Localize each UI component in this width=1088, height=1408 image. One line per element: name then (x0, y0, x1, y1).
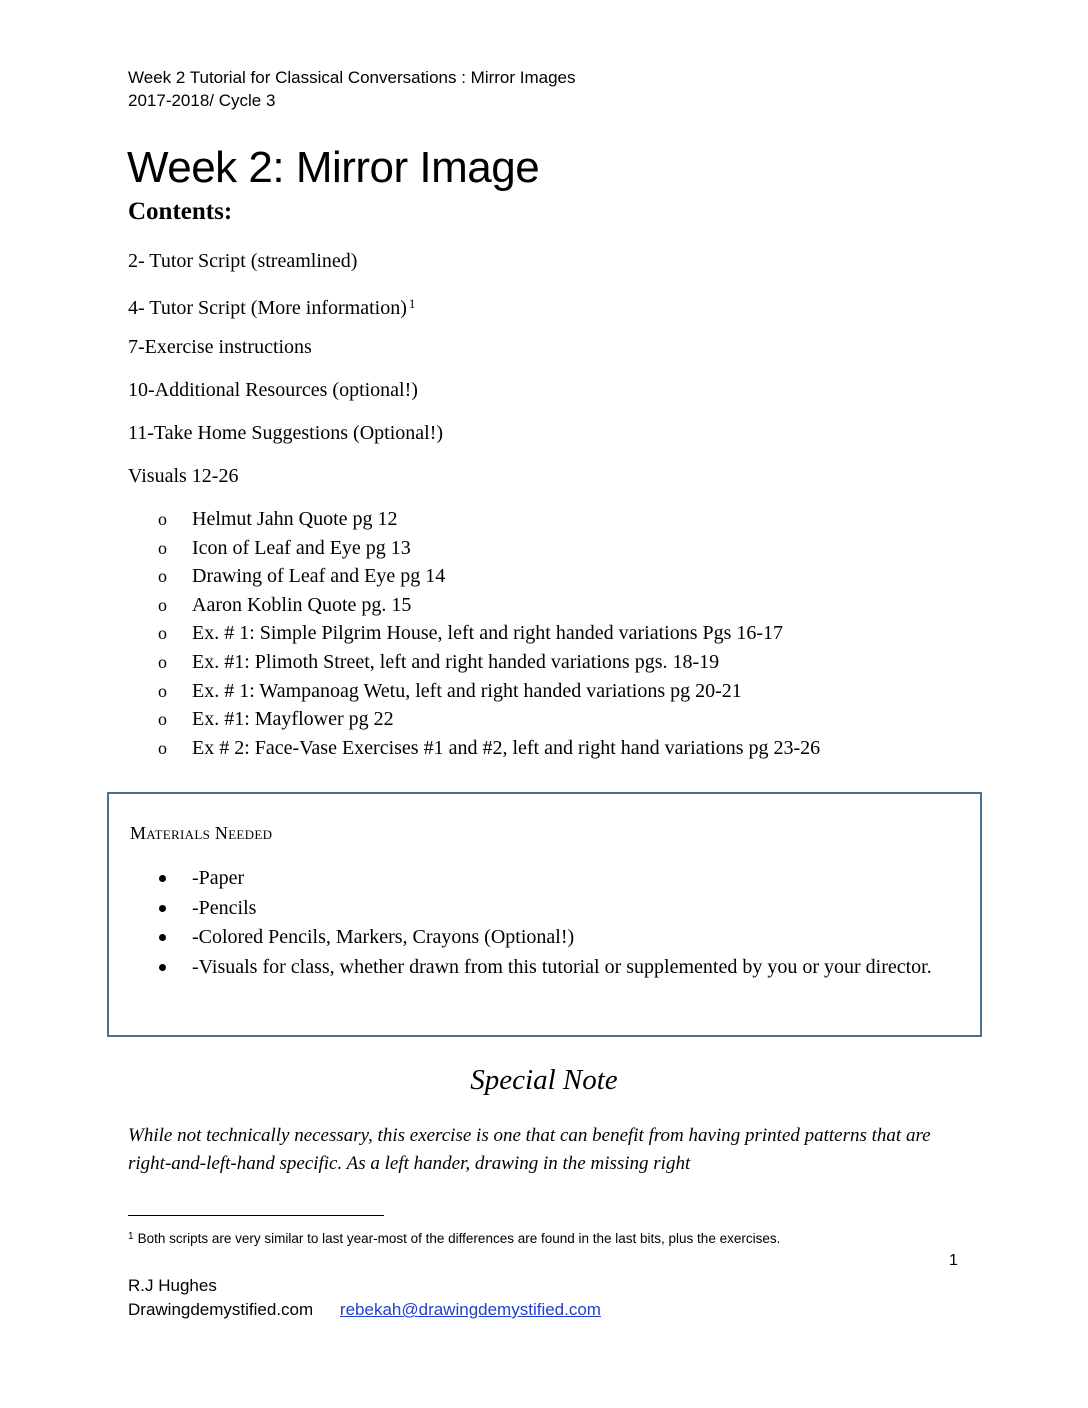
contents-item: 11-Take Home Suggestions (Optional!) (128, 422, 444, 444)
circle-bullet-icon: o (158, 737, 167, 758)
header-line-2: 2017-2018/ Cycle 3 (128, 91, 276, 110)
special-note-body: While not technically necessary, this exercise is one that can benefit from having printed patterns that are right-and-left-hand specific. As a left hander, drawing in the missing right (128, 1125, 931, 1174)
circle-bullet-icon: o (158, 680, 167, 701)
circle-bullet-icon: o (158, 709, 167, 730)
footer-author: R.J Hughes (128, 1276, 217, 1295)
footer-email-link[interactable]: rebekah@drawingdemystified.com (339, 1300, 601, 1319)
contents-list (128, 247, 443, 505)
circle-bullet-icon: o (158, 566, 167, 587)
materials-heading: Materials Needed (130, 823, 273, 843)
visuals-item: o Ex. # 1: Simple Pilgrim House, left and right handed variations Pgs 16-17 (158, 619, 820, 648)
footnote-reference[interactable]: 1 (408, 296, 416, 311)
visuals-list (158, 505, 820, 762)
footnote (128, 1228, 780, 1248)
footnote-marker: 1 (128, 1231, 134, 1242)
bullet-dot-icon (159, 905, 166, 912)
contents-item: Visuals 12-26 (128, 465, 239, 487)
circle-bullet-icon: o (158, 509, 167, 529)
contents-item: 2- Tutor Script (streamlined) (128, 250, 358, 272)
circle-bullet-icon: o (158, 623, 167, 644)
visuals-item: o Ex. # 1: Wampanoag Wetu, left and right handed variations pg 20-21 (158, 677, 820, 706)
materials-item: -Visuals for class, whether drawn from this tutorial or supplemented by you or your director. (157, 953, 957, 983)
materials-item: -Paper (157, 864, 957, 894)
visuals-item: o Ex # 2: Face-Vase Exercises #1 and #2, left and right hand variations pg 23-26 (158, 734, 820, 763)
visuals-item: o Aaron Koblin Quote pg. 15 (158, 591, 820, 620)
bullet-dot-icon (159, 875, 166, 882)
special-note-title: Special Note (470, 1064, 618, 1096)
materials-box (107, 792, 982, 1037)
visuals-item: o Helmut Jahn Quote pg 12 (158, 505, 820, 534)
page-title: Week 2: Mirror Image (127, 143, 540, 192)
bullet-dot-icon (159, 964, 166, 971)
visuals-item: o Drawing of Leaf and Eye pg 14 (158, 562, 820, 591)
contents-item: 10-Additional Resources (optional!) (128, 379, 418, 401)
materials-item: -Colored Pencils, Markers, Crayons (Optional!) (157, 923, 957, 953)
footnote-text: Both scripts are very similar to last year-most of the differences are found in the last bits, plus the exercises. (137, 1231, 781, 1246)
contents-item: 4- Tutor Script (More information) $^1$ (128, 296, 416, 319)
bullet-dot-icon (159, 934, 166, 941)
visuals-item: o Icon of Leaf and Eye pg 13 (158, 534, 820, 563)
visuals-item: o Ex. #1: Mayflower pg 22 (158, 705, 820, 734)
footnote-divider (128, 1215, 384, 1216)
page-number: 1 (949, 1252, 958, 1269)
page-footer (128, 1274, 601, 1322)
circle-bullet-icon: o (158, 537, 167, 558)
visuals-item: o Ex. #1: Plimoth Street, left and right handed variations pgs. 18-19 (158, 648, 820, 677)
materials-list (157, 864, 957, 982)
circle-bullet-icon: o (158, 594, 167, 615)
circle-bullet-icon: o (158, 651, 167, 672)
contents-item: 7-Exercise instructions (128, 336, 312, 358)
header-line-1: Week 2 Tutorial for Classical Conversations : Mirror Images (128, 68, 576, 87)
footer-website: Drawingdemystified.com (128, 1300, 314, 1319)
page-header (128, 66, 576, 112)
materials-item: -Pencils (157, 894, 957, 924)
contents-heading: Contents: (128, 198, 233, 225)
